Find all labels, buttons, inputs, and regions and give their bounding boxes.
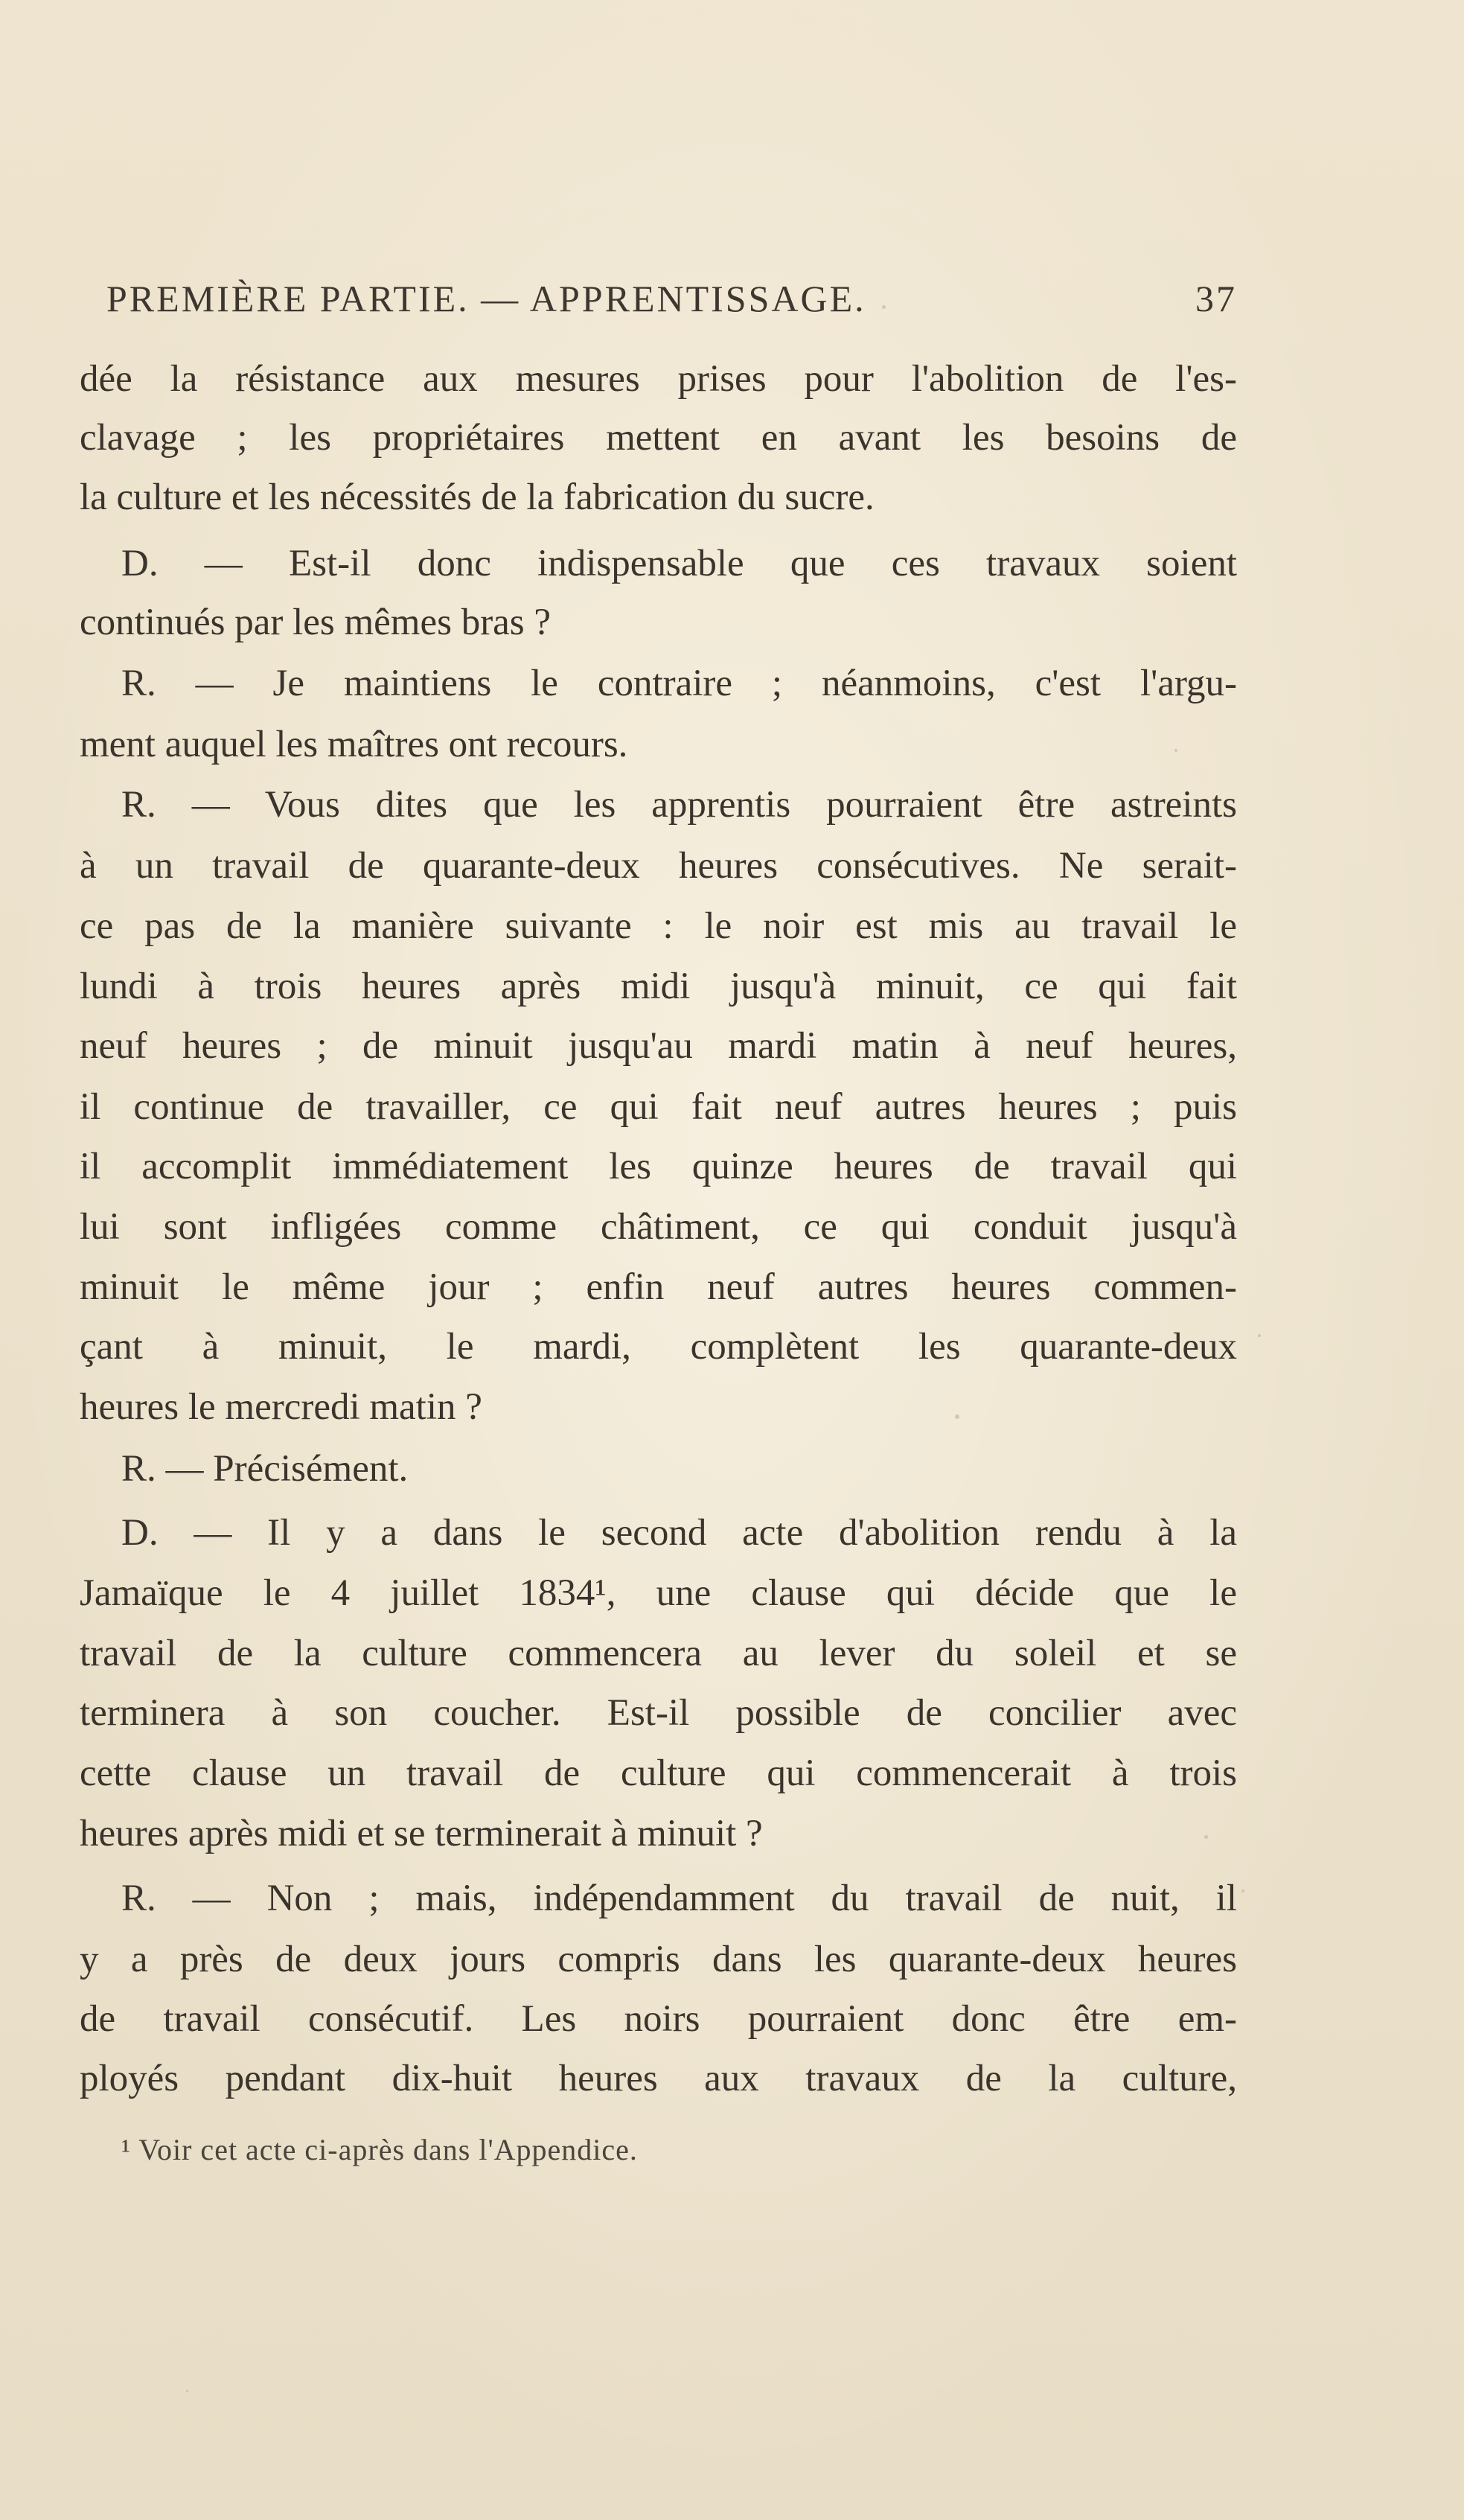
body-line: neuf heures ; de minuit jusqu'au mardi matin à neuf heures, — [80, 1025, 1237, 1067]
body-line: heures après midi et se terminerait à minuit ? — [80, 1813, 763, 1854]
paper-speck — [186, 2390, 188, 2392]
running-head — [106, 277, 1237, 336]
body-line: D. — Est-il donc indispensable que ces travaux soient — [121, 543, 1237, 584]
body-line: de travail consécutif. Les noirs pourraient donc être em- — [80, 1998, 1237, 2040]
body-line: il continue de travailler, ce qui fait neuf autres heures ; puis — [80, 1086, 1237, 1128]
paper-speck — [955, 1414, 959, 1419]
footnote: ¹ Voir cet acte ci-après dans l'Appendice. — [121, 2133, 638, 2166]
body-line: Jamaïque le 4 juillet 1834¹, une clause qui décide que le — [80, 1572, 1237, 1614]
body-line: lundi à trois heures après midi jusqu'à minuit, ce qui fait — [80, 966, 1237, 1007]
body-line: R. — Je maintiens le contraire ; néanmoins, c'est l'argu- — [121, 663, 1237, 704]
paper-speck — [1258, 1334, 1261, 1337]
body-line: minuit le même jour ; enfin neuf autres heures commen- — [80, 1266, 1237, 1308]
body-line: il accomplit immédiatement les quinze heures de travail qui — [80, 1146, 1237, 1187]
body-line: ce pas de la manière suivante : le noir est mis au travail le — [80, 905, 1237, 947]
paper-speck — [882, 305, 886, 309]
running-head-title: PREMIÈRE PARTIE. — APPRENTISSAGE. — [106, 278, 866, 319]
body-line: ment auquel les maîtres ont recours. — [80, 724, 628, 765]
body-line: R. — Vous dites que les apprentis pourraient être astreints — [121, 784, 1237, 826]
paper-speck — [1174, 749, 1177, 752]
body-line: çant à minuit, le mardi, complètent les quarante-deux — [80, 1326, 1237, 1368]
body-line: terminera à son coucher. Est-il possible de concilier avec — [80, 1692, 1237, 1734]
body-line: R. — Précisément. — [121, 1448, 409, 1490]
body-line: lui sont infligées comme châtiment, ce qui conduit jusqu'à — [80, 1206, 1237, 1248]
paper-speck — [1204, 1835, 1208, 1839]
body-line: heures le mercredi matin ? — [80, 1386, 482, 1428]
body-line: y a près de deux jours compris dans les quarante-deux heures — [80, 1939, 1237, 1980]
body-line: clavage ; les propriétaires mettent en avant les besoins de — [80, 417, 1237, 459]
body-line: à un travail de quarante-deux heures consécutives. Ne serait- — [80, 845, 1237, 887]
body-line: ployés pendant dix-huit heures aux travaux de la culture, — [80, 2058, 1237, 2099]
body-line: continués par les mêmes bras ? — [80, 602, 552, 643]
paper-speck — [1241, 1889, 1244, 1892]
body-line: cette clause un travail de culture qui commencerait à trois — [80, 1752, 1237, 1794]
body-line: dée la résistance aux mesures prises pour l'abolition de l'es- — [80, 358, 1237, 400]
body-line: R. — Non ; mais, indépendamment du travail de nuit, il — [121, 1878, 1237, 1919]
body-line: la culture et les nécessités de la fabrication du sucre. — [80, 476, 875, 518]
body-line: travail de la culture commencera au lever du soleil et se — [80, 1633, 1237, 1674]
page-number: 37 — [1195, 278, 1237, 319]
body-line: D. — Il y a dans le second acte d'abolition rendu à la — [121, 1512, 1237, 1554]
